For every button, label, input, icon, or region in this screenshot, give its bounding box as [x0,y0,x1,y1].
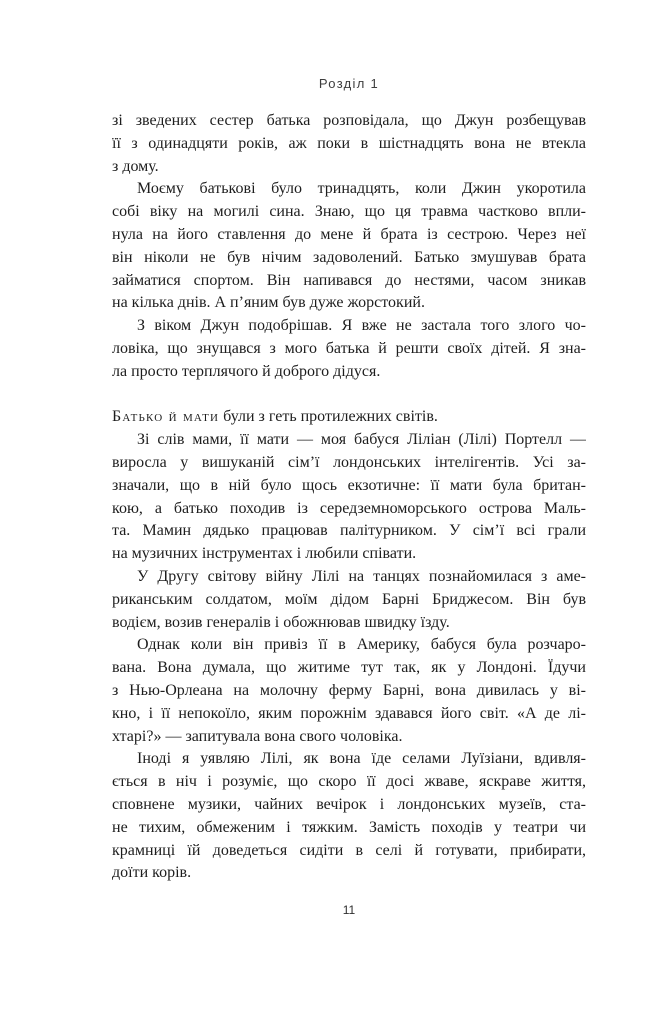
text-line: кно, і її непокоїло, яким порожнім здавався його світ. «А де лі- [112,704,586,722]
text-line: ла просто терплячого й доброго дідуся. [112,362,381,380]
text-line: він ніколи не був нічим задоволений. Батько змушував брата [112,248,586,266]
text-line: на музичних інструментах і любили співати. [112,545,417,563]
body-text [112,110,586,885]
text-line: У Другу світову війну Лілі на танцях познайомилася з аме- [137,567,586,585]
text-line: вана. Вона думала, що житиме тут так, як у Лондоні. Їдучи [112,659,586,677]
text-line: хтарі?» — запитувала вона свого чоловіка. [112,727,403,745]
text-line: Моєму батькові було тринадцять, коли Джин укоротила [137,180,586,198]
text-line: собі віку на могилі сина. Знаю, що ця травма частково впли- [112,203,586,221]
text-line: її з одинадцяти років, аж поки в шістнадцять вона не втекла [112,134,586,152]
text-line: риканським солдатом, моїм дідом Барні Бриджесом. Він був [112,590,586,608]
section-break [112,384,586,407]
text-line: водієм, возив генералів і обожнював швидку їзду. [112,613,450,631]
text-line: ється в ніч і розуміє, що скоро її досі жваве, яскраве життя, [112,773,586,791]
text-line: виросла у вишуканій сім’ї лондонських інтелігентів. Усі за- [112,453,586,471]
text-line: Зі слів мами, її мати — моя бабуся Ліліан (Лілі) Портелл — [137,431,586,449]
page-number: 11 [342,903,356,917]
text-line: не тихим, обмеженим і тяжким. Замість походів у театри чи [112,818,586,836]
text-line: З віком Джун подобрішав. Я вже не застала того злого чо- [137,317,586,335]
text-line: ловіка, що знущався з мого батька й решти своїх дітей. Я зна- [112,339,586,357]
text-line: з дому. [112,157,159,175]
text-line: Однак коли він привіз її в Америку, бабуся була розчаро- [137,636,586,654]
text-line: значали, що в ній було щось екзотичне: її мати була британ- [112,476,586,494]
text-line: доїти корів. [112,864,192,882]
text-line: на кілька днів. А п’яним був дуже жорстокий. [112,294,425,312]
text-line: сповнене музики, чайних вечірок і лондонських музеїв, ста- [112,795,586,813]
text-line: кою, а батько походив із середземноморського острова Маль- [112,499,586,517]
chapter-header: Розділ 1 [318,76,380,91]
text-line: нула на його ставлення до мене й брата із сестрою. Через неї [112,225,586,243]
text-line: Іноді я уявляю Лілі, як вона їде селами Луїзіани, вдивля- [137,750,586,768]
text-line: крамниці їй доведеться сидіти в селі й готувати, прибирати, [112,841,586,859]
text-line: зі зведених сестер батька розповідала, що Джун розбещував [112,112,586,129]
text-line: та. Мамин дядько працював палітурником. У сім’ї всі грали [112,522,586,540]
text-line: з Нью-Орлеана на молочну ферму Барні, вона дивилась у ві- [112,681,586,699]
text-line: займатися спортом. Він напивався до нестями, часом зникав [112,271,586,289]
small-caps-lead: Батько й мати [112,408,220,426]
text-line: Батько й мати були з геть протилежних світів. [112,408,438,426]
